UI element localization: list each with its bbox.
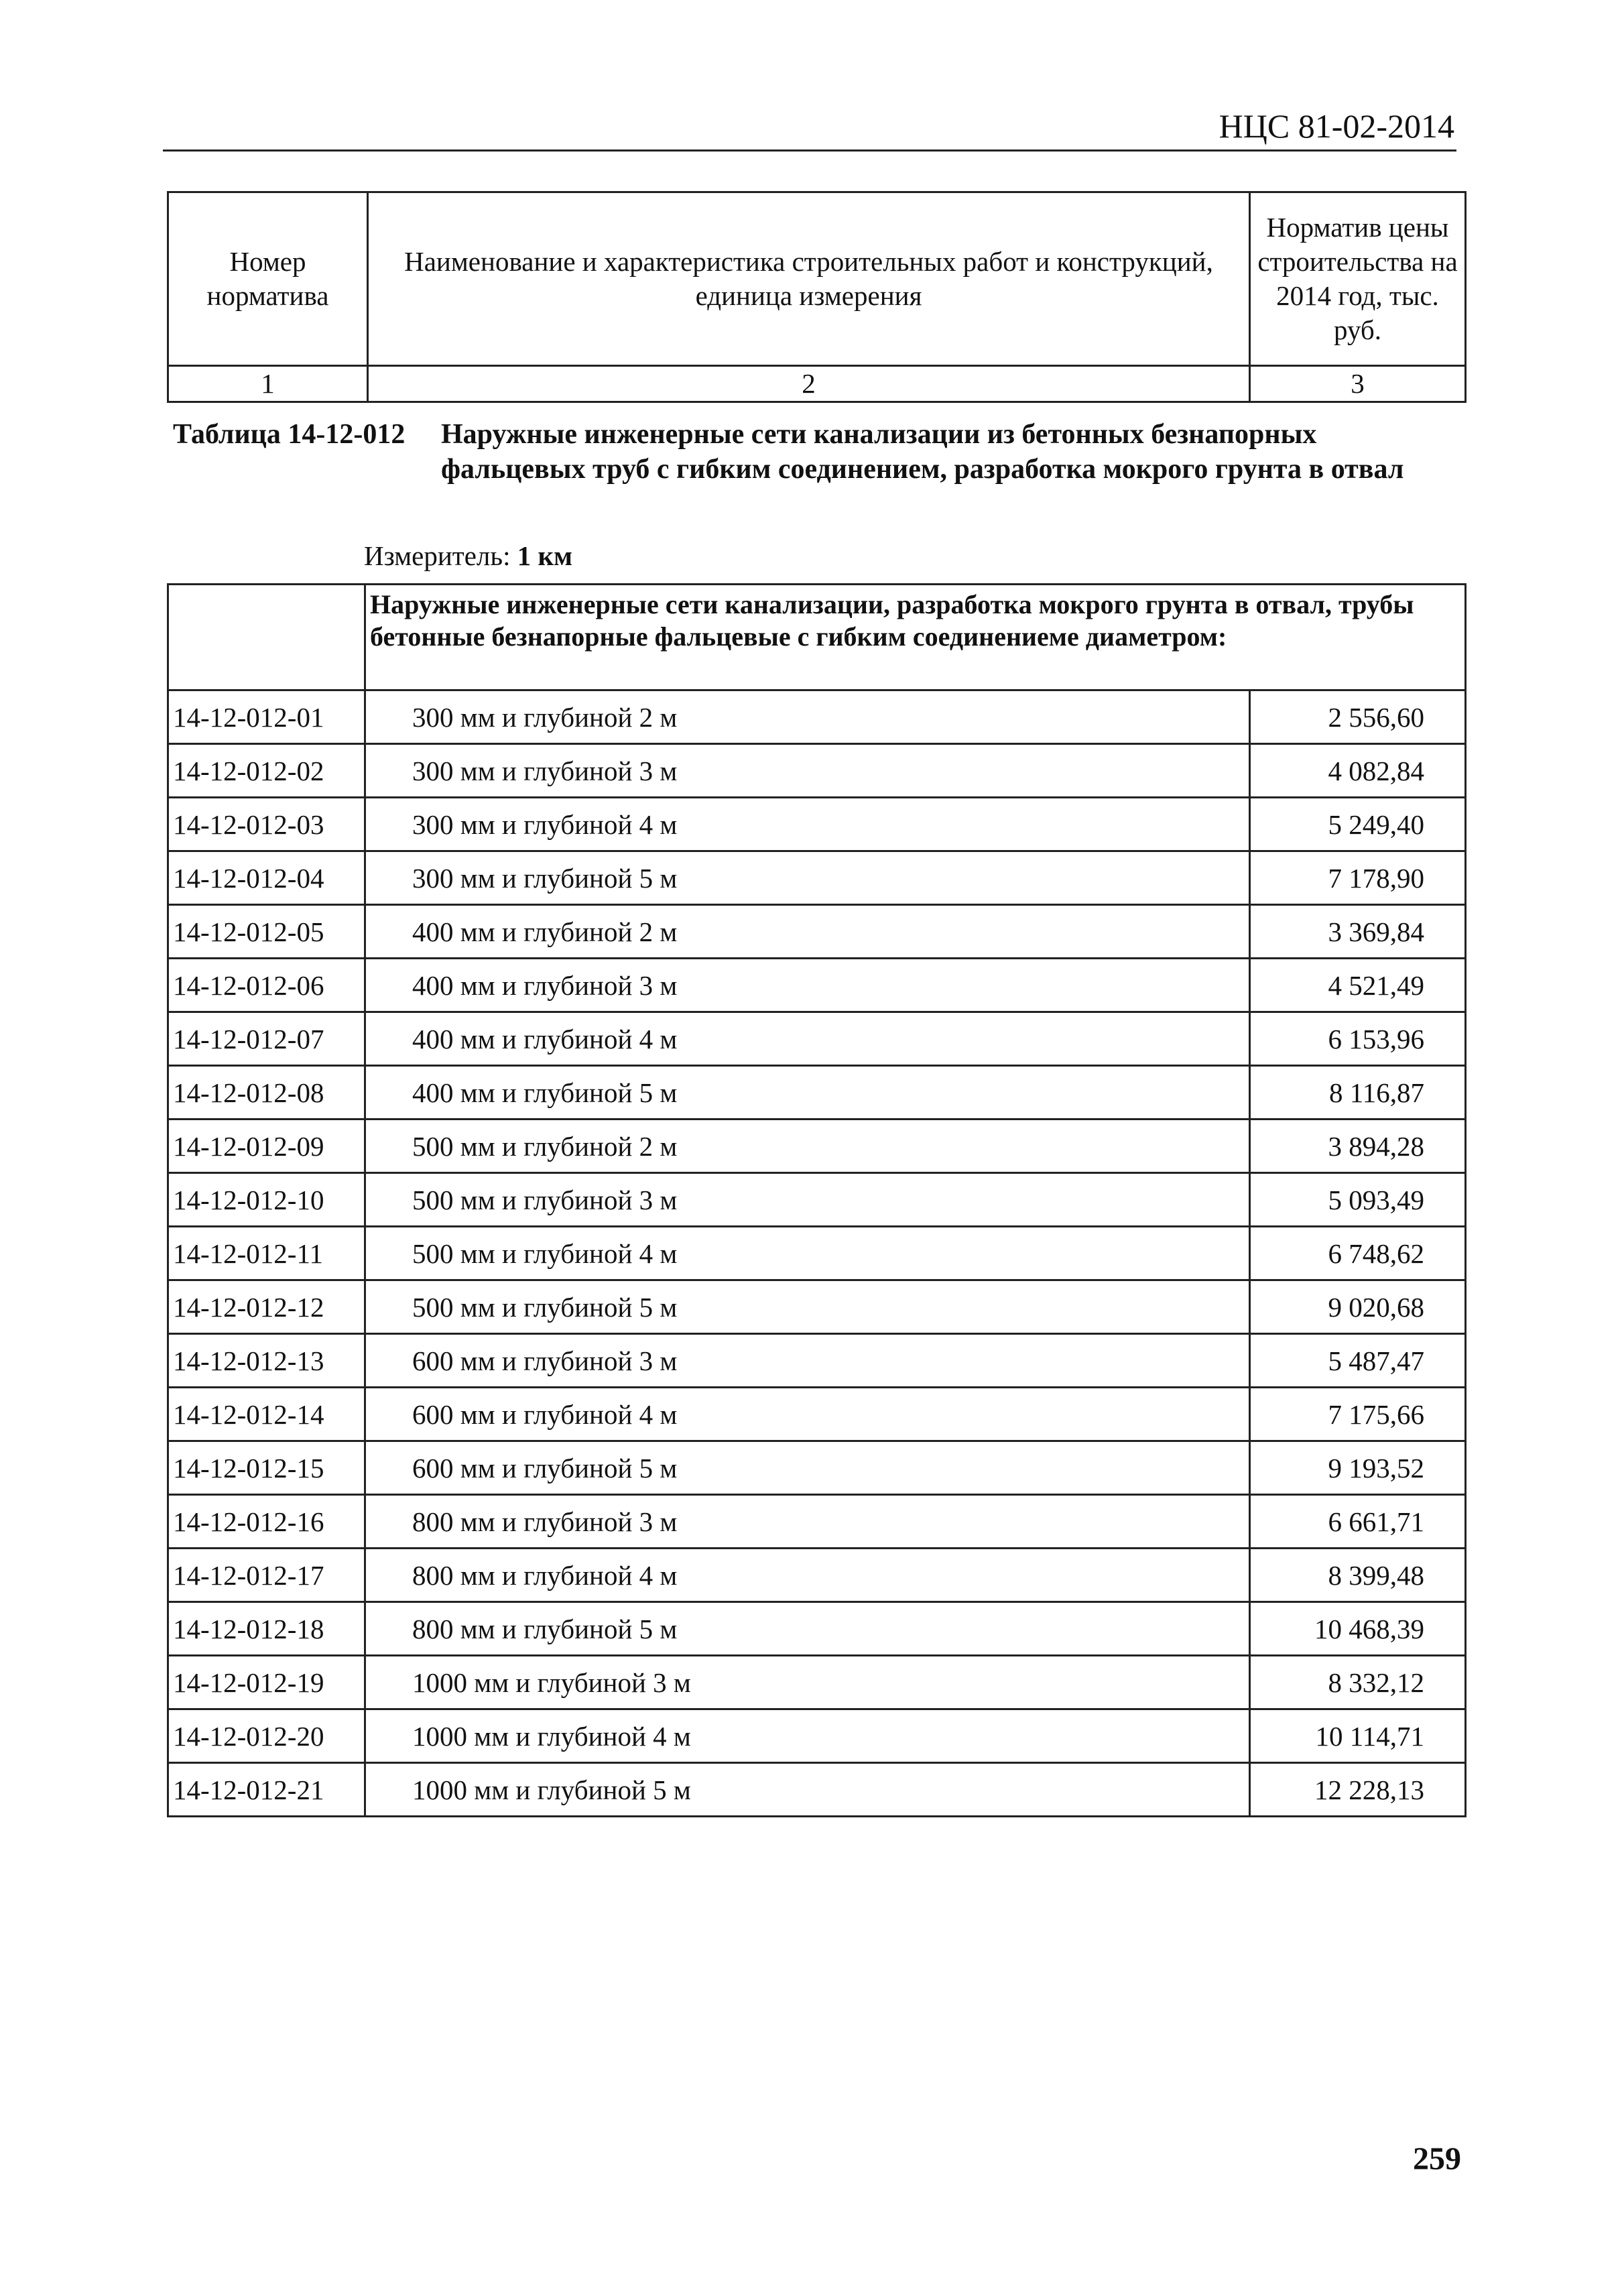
rates-table (167, 583, 1467, 1817)
table-row (168, 1280, 1466, 1334)
rate-price: 2 556,60 (1250, 690, 1466, 744)
rate-code: 14-12-012-21 (168, 1763, 365, 1817)
table-row (168, 1120, 1466, 1173)
rate-code: 14-12-012-02 (168, 744, 365, 798)
rate-price: 8 332,12 (1250, 1656, 1466, 1709)
table-row (168, 744, 1466, 798)
rate-name: 1000 мм и глубиной 3 м (365, 1656, 1250, 1709)
rate-name: 800 мм и глубиной 4 м (365, 1549, 1250, 1602)
rate-price: 3 894,28 (1250, 1120, 1466, 1173)
rate-name: 1000 мм и глубиной 4 м (365, 1709, 1250, 1763)
column-number-3: 3 (1250, 366, 1466, 402)
table-row (168, 1388, 1466, 1441)
rate-name: 300 мм и глубиной 2 м (365, 690, 1250, 744)
rate-price: 5 487,47 (1250, 1334, 1466, 1388)
unit-value: 1 км (517, 540, 573, 571)
rate-name: 800 мм и глубиной 3 м (365, 1495, 1250, 1549)
rate-price: 10 468,39 (1250, 1602, 1466, 1656)
table-row (168, 1227, 1466, 1280)
rate-name: 500 мм и глубиной 4 м (365, 1227, 1250, 1280)
header-rule (163, 149, 1456, 152)
unit-label: Измеритель: (364, 540, 511, 571)
group-title: Наружные инженерные сети канализации, разработка мокрого грунта в отвал, трубы бетонные безнапорные фальцевые с гибким соединениеме диаметром: (365, 585, 1466, 690)
rate-price: 6 661,71 (1250, 1495, 1466, 1549)
rate-price: 12 228,13 (1250, 1763, 1466, 1817)
rate-name: 800 мм и глубиной 5 м (365, 1602, 1250, 1656)
rate-price: 10 114,71 (1250, 1709, 1466, 1763)
rate-code: 14-12-012-03 (168, 798, 365, 851)
rate-name: 400 мм и глубиной 5 м (365, 1066, 1250, 1120)
rate-code: 14-12-012-17 (168, 1549, 365, 1602)
rate-code: 14-12-012-13 (168, 1334, 365, 1388)
table-row (168, 959, 1466, 1012)
rate-code: 14-12-012-16 (168, 1495, 365, 1549)
rate-code: 14-12-012-09 (168, 1120, 365, 1173)
rate-price: 4 082,84 (1250, 744, 1466, 798)
rate-price: 3 369,84 (1250, 905, 1466, 959)
rate-code: 14-12-012-04 (168, 851, 365, 905)
rate-code: 14-12-012-10 (168, 1173, 365, 1227)
rate-code: 14-12-012-07 (168, 1012, 365, 1066)
rate-code: 14-12-012-15 (168, 1441, 365, 1495)
rate-name: 300 мм и глубиной 5 м (365, 851, 1250, 905)
table-title: Наружные инженерные сети канализации из бетонных безнапорных фальцевых труб с гибким соединением, разработка мокрого грунта в отвал (441, 419, 1404, 485)
table-row (168, 1602, 1466, 1656)
table-number: Таблица 14-12-012 (173, 419, 406, 450)
rate-price: 9 193,52 (1250, 1441, 1466, 1495)
rate-code: 14-12-012-20 (168, 1709, 365, 1763)
rate-price: 7 175,66 (1250, 1388, 1466, 1441)
table-row (168, 1012, 1466, 1066)
rate-name: 500 мм и глубиной 2 м (365, 1120, 1250, 1173)
table-row (168, 1549, 1466, 1602)
rate-price: 9 020,68 (1250, 1280, 1466, 1334)
rate-name: 600 мм и глубиной 3 м (365, 1334, 1250, 1388)
rate-code: 14-12-012-14 (168, 1388, 365, 1441)
table-row (168, 1334, 1466, 1388)
rate-name: 1000 мм и глубиной 5 м (365, 1763, 1250, 1817)
rate-name: 600 мм и глубиной 4 м (365, 1388, 1250, 1441)
rate-price: 6 153,96 (1250, 1012, 1466, 1066)
rate-name: 500 мм и глубиной 5 м (365, 1280, 1250, 1334)
rate-name: 300 мм и глубиной 3 м (365, 744, 1250, 798)
table-row (168, 1441, 1466, 1495)
column-number-2: 2 (368, 366, 1250, 402)
table-row (168, 1656, 1466, 1709)
rate-code: 14-12-012-06 (168, 959, 365, 1012)
rate-price: 5 093,49 (1250, 1173, 1466, 1227)
rate-code: 14-12-012-11 (168, 1227, 365, 1280)
page-number: 259 (1413, 2141, 1461, 2177)
rate-price: 8 399,48 (1250, 1549, 1466, 1602)
rate-price: 5 249,40 (1250, 798, 1466, 851)
rate-name: 400 мм и глубиной 3 м (365, 959, 1250, 1012)
rate-code: 14-12-012-18 (168, 1602, 365, 1656)
group-row (168, 585, 1466, 690)
rate-name: 500 мм и глубиной 3 м (365, 1173, 1250, 1227)
table-row (168, 1066, 1466, 1120)
table-row (168, 1173, 1466, 1227)
column-number-1: 1 (168, 366, 368, 402)
rate-code: 14-12-012-05 (168, 905, 365, 959)
rate-price: 6 748,62 (1250, 1227, 1466, 1280)
rate-name: 300 мм и глубиной 4 м (365, 798, 1250, 851)
rate-code: 14-12-012-12 (168, 1280, 365, 1334)
rate-code: 14-12-012-01 (168, 690, 365, 744)
column-header-price: Норматив цены строительства на 2014 год, тыс. руб. (1250, 192, 1466, 366)
table-row (168, 905, 1466, 959)
table-row (168, 1763, 1466, 1817)
table-row (168, 690, 1466, 744)
unit-line (364, 538, 572, 573)
rate-price: 7 178,90 (1250, 851, 1466, 905)
table-row (168, 1495, 1466, 1549)
table-row (168, 798, 1466, 851)
rate-code: 14-12-012-19 (168, 1656, 365, 1709)
column-header-table (167, 191, 1467, 403)
table-row (168, 851, 1466, 905)
column-header-name: Наименование и характеристика строительных работ и конструкций, единица измерения (368, 192, 1250, 366)
column-header-number: Номер норматива (168, 192, 368, 366)
rate-price: 4 521,49 (1250, 959, 1466, 1012)
group-row-empty-cell (168, 585, 365, 690)
rate-name: 600 мм и глубиной 5 м (365, 1441, 1250, 1495)
rate-price: 8 116,87 (1250, 1066, 1466, 1120)
rate-name: 400 мм и глубиной 2 м (365, 905, 1250, 959)
rate-name: 400 мм и глубиной 4 м (365, 1012, 1250, 1066)
table-row (168, 1709, 1466, 1763)
rate-code: 14-12-012-08 (168, 1066, 365, 1120)
document-code: НЦС 81-02-2014 (1219, 107, 1454, 145)
